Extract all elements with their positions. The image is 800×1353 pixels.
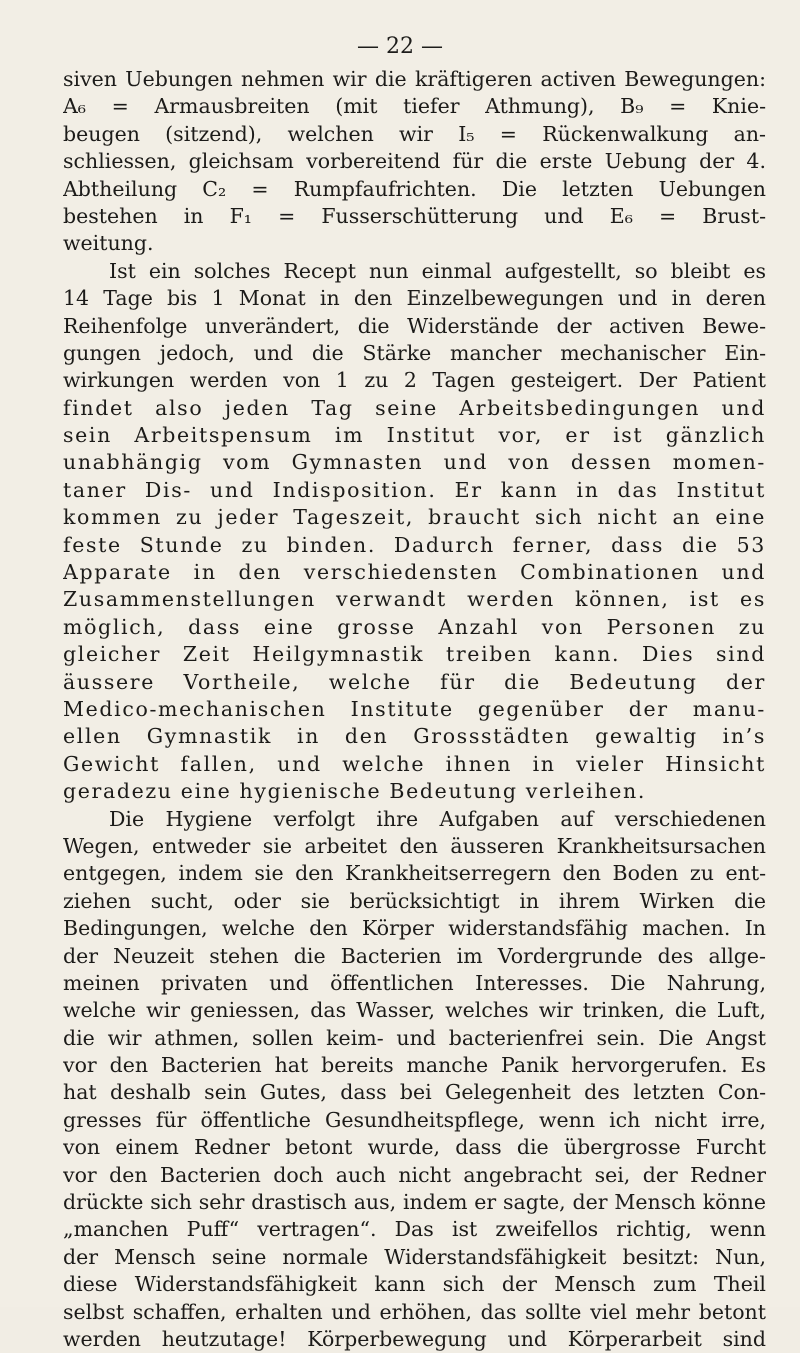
text-line: Gewicht fallen, und welche ihnen in vieler Hinsicht [63, 751, 766, 776]
text-line: gleicher Zeit Heilgymnastik treiben kann. Dies sind [63, 642, 766, 667]
paragraph-start-line: Die Hygiene verfolgt ihre Aufgaben auf verschiedenen [109, 806, 766, 831]
text-line: möglich, dass eine grosse Anzahl von Personen zu [63, 614, 766, 639]
text-line: Wegen, entweder sie arbeitet den äusseren Krankheitsursachen [63, 833, 766, 858]
text-line: weitung. [63, 231, 154, 256]
text-line: welche wir geniessen, das Wasser, welches wir trinken, die Luft, [63, 998, 766, 1023]
text-line: der Neuzeit stehen die Bacterien im Vordergrunde des allge- [63, 943, 766, 968]
text-line: wirkungen werden von 1 zu 2 Tagen gesteigert. Der Patient [63, 368, 766, 393]
text-line: vor den Bacterien doch auch nicht angebracht sei, der Redner [63, 1162, 766, 1187]
text-line: der Mensch seine normale Widerstandsfähigkeit besitzt: Nun, [63, 1244, 766, 1269]
text-line: geradezu eine hygienische Bedeutung verleihen. [63, 779, 646, 804]
text-line: Abtheilung C₂ = Rumpfaufrichten. Die letzten Uebungen [63, 176, 766, 201]
page-number: — 22 — [357, 34, 443, 59]
text-line: siven Uebungen nehmen wir die kräftigeren activen Bewegungen: [63, 67, 766, 91]
text-line: A₆ = Armausbreiten (mit tiefer Athmung), B₉ = Knie- [63, 94, 766, 119]
body-text [63, 66, 766, 1353]
text-line: „manchen Puff“ vertragen“. Das ist zweifellos richtig, wenn [63, 1217, 766, 1242]
text-line: Bedingungen, welche den Körper widerstandsfähig machen. In [63, 916, 766, 941]
text-line: hat deshalb sein Gutes, dass bei Gelegenheit des letzten Con- [63, 1080, 766, 1105]
text-line: Medico-mechanischen Institute gegenüber der manu- [63, 696, 766, 721]
text-line: Apparate in den verschiedensten Combinationen und [63, 560, 766, 585]
text-line: ziehen sucht, oder sie berücksichtigt in ihrem Wirken die [63, 888, 766, 913]
text-line: werden heutzutage! Körperbewegung und Körperarbeit sind [63, 1326, 766, 1351]
text-line: bestehen in F₁ = Fusserschütterung und E₆ = Brust- [63, 203, 766, 228]
text-line: von einem Redner betont wurde, dass die übergrosse Furcht [63, 1135, 766, 1160]
text-line: selbst schaffen, erhalten und erhöhen, das sollte viel mehr betont [63, 1299, 766, 1324]
text-line: Zusammenstellungen verwandt werden können, ist es [63, 587, 766, 612]
text-line: drückte sich sehr drastisch aus, indem er sagte, der Mensch könne [63, 1190, 766, 1215]
text-line: die wir athmen, sollen keim- und bacterienfrei sein. Die Angst [63, 1025, 766, 1050]
text-line: gresses für öffentliche Gesundheitspflege, wenn ich nicht irre, [63, 1107, 766, 1132]
text-line: taner Dis- und Indisposition. Er kann in das Institut [63, 477, 766, 502]
text-line: vor den Bacterien hat bereits manche Panik hervorgerufen. Es [63, 1053, 766, 1078]
text-line: ellen Gymnastik in den Grossstädten gewaltig in’s [63, 724, 766, 749]
text-line: schliessen, gleichsam vorbereitend für die erste Uebung der 4. [63, 149, 766, 174]
text-line: diese Widerstandsfähigkeit kann sich der Mensch zum Theil [63, 1272, 766, 1297]
text-line: feste Stunde zu binden. Dadurch ferner, dass die 53 [63, 532, 766, 557]
text-line: äussere Vortheile, welche für die Bedeutung der [63, 669, 766, 694]
text-line: beugen (sitzend), welchen wir I₅ = Rückenwalkung an- [63, 121, 766, 146]
text-line: gungen jedoch, und die Stärke mancher mechanischer Ein- [63, 340, 766, 365]
text-line: meinen privaten und öffentlichen Interesses. Die Nahrung, [63, 970, 766, 995]
text-line: unabhängig vom Gymnasten und von dessen momen- [63, 450, 766, 475]
text-line: kommen zu jeder Tageszeit, braucht sich nicht an eine [63, 505, 766, 530]
paragraph-start-line: Ist ein solches Recept nun einmal aufgestellt, so bleibt es [109, 258, 766, 283]
text-line: 14 Tage bis 1 Monat in den Einzelbewegungen und in deren [63, 286, 766, 311]
text-line: findet also jeden Tag seine Arbeitsbedingungen und [63, 395, 766, 420]
text-line: sein Arbeitspensum im Institut vor, er ist gänzlich [63, 423, 766, 448]
text-line: Reihenfolge unverändert, die Widerstände der activen Bewe- [63, 313, 766, 338]
text-line: entgegen, indem sie den Krankheitserregern den Boden zu ent- [63, 861, 766, 886]
